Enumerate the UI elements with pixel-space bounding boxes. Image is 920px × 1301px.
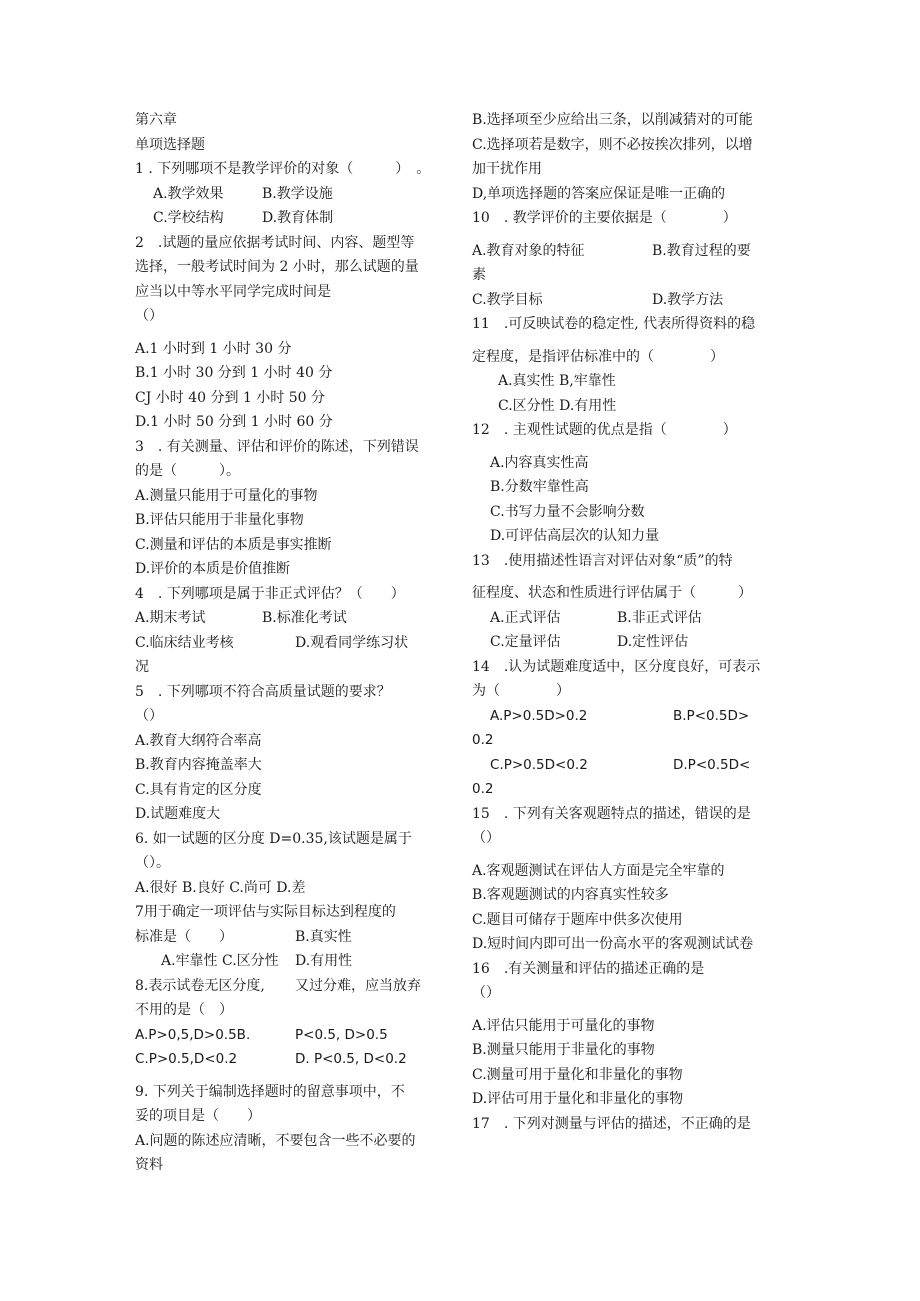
- option: CJ 小时 40 分到 1 小时 50 分: [135, 389, 326, 406]
- option: D.可评估高层次的认知力量: [490, 528, 660, 544]
- question-14-options-row2: [472, 753, 790, 778]
- option: B.客观题测试的内容真实性较多: [472, 887, 669, 903]
- question-14-options-row1: [472, 704, 790, 729]
- question-6-line: （）。: [135, 855, 170, 871]
- question-7-row2: [135, 925, 447, 950]
- question-13-line: 13 .使用描述性语言对评估对象“质”的特: [472, 552, 733, 569]
- option: D,单项选择题的答案应保证是唯一正确的: [472, 185, 726, 202]
- option: D.教学方法: [652, 291, 724, 308]
- question-16-line: （）: [472, 985, 500, 1001]
- question-2-line: 2 .试题的量应依据考试时间、内容、题型等: [135, 234, 415, 251]
- option-continuation: 况: [135, 659, 149, 675]
- question-9-line: 妥的项目是（ ）: [135, 1108, 261, 1124]
- option: C.题目可储存于题库中供多次使用: [472, 911, 683, 928]
- question-3-line: 3 . 有关测量、评估和评价的陈述，下列错误: [135, 438, 419, 455]
- option: B.教学设施: [262, 185, 333, 202]
- option-continuation: 0.2: [472, 781, 494, 797]
- option: D.短时间内即可出一份高水平的客观测试试卷: [472, 936, 754, 952]
- option: C.测量和评估的本质是事实推断: [135, 536, 332, 553]
- option: A.正式评估: [490, 609, 561, 626]
- option: B.测量只能用于非量化的事物: [472, 1042, 655, 1058]
- option: B.评估只能用于非量化事物: [135, 512, 304, 528]
- question-17: 17 . 下列对测量与评估的描述，不正确的是: [472, 1115, 751, 1132]
- option: D.1 小时 50 分到 1 小时 60 分: [135, 414, 333, 430]
- option: D. P<0.5, D<0.2: [295, 1051, 407, 1067]
- question-11-line: 定程度，是指评估标准中的（ ）: [472, 348, 724, 365]
- option: D.P<0.5D<: [673, 756, 751, 773]
- question-7-line: 标准是（ ）: [135, 928, 233, 945]
- option-continuation: 资料: [135, 1157, 163, 1173]
- option: C.书写力量不会影响分数: [490, 503, 645, 520]
- option: A.期末考试: [135, 610, 206, 626]
- question-16-line: 16 .有关测量和评估的描述正确的是: [472, 960, 705, 977]
- option: B.选择项至少应给出三条，以削减猜对的可能: [472, 112, 753, 128]
- question-13-options-row1: [472, 606, 790, 631]
- question-2-line: （）: [135, 308, 163, 324]
- question-14-line: 14 .认为试题难度适中，区分度良好，可表示: [472, 658, 761, 675]
- option: B.标准化考试: [262, 610, 347, 626]
- question-10: 10 . 教学评价的主要依据是（ ）: [472, 210, 737, 226]
- option: B.教育过程的要: [652, 242, 751, 259]
- option: D.评估可用于量化和非量化的事物: [472, 1091, 684, 1107]
- option: B.分数牢靠性高: [490, 479, 589, 495]
- option: D.有用性: [295, 953, 353, 969]
- option: C.学校结构: [153, 210, 224, 226]
- option: A.1 小时到 1 小时 30 分: [135, 340, 292, 357]
- option: C.具有肯定的区分度: [135, 781, 262, 798]
- option: B.真实性: [295, 928, 352, 945]
- right-column: [472, 108, 790, 1136]
- question-12: 12 . 主观性试题的优点是指（ ）: [472, 422, 737, 438]
- options: A.很好 B.良好 C.尚可 D.差: [135, 879, 306, 896]
- option: C.教学目标: [472, 291, 543, 308]
- option-continuation: 素: [472, 267, 486, 283]
- option: D.定性评估: [617, 634, 689, 650]
- question-2-line: 选择，一般考试时间为 2 小时，那么试题的量: [135, 259, 419, 275]
- question-10-options-row1: [472, 239, 790, 264]
- option: A.教育对象的特征: [472, 242, 585, 259]
- question-2-line: 应当以中等水平同学完成时间是: [135, 283, 331, 300]
- option: A.问题的陈述应清晰，不要包含一些不必要的: [135, 1132, 416, 1149]
- question-4-options-row2: [135, 631, 447, 656]
- option: C.P>0.5,D<0.2: [135, 1051, 238, 1067]
- option-continuation: 加干扰作用: [472, 161, 542, 177]
- question-5-line: 5 . 下列哪项不符合高质量试题的要求？: [135, 683, 391, 700]
- option: A.客观题测试在评估人方面是完全牢靠的: [472, 862, 725, 879]
- option: C.选择项若是数字，则不必按挨次排列，以增: [472, 136, 753, 153]
- question-8-options-row1: [135, 1023, 447, 1048]
- option: A.内容真实性高: [490, 454, 589, 471]
- question-8-line: 又过分难，应当放弃: [295, 977, 421, 994]
- question-4-options-row1: [135, 606, 447, 631]
- option: C.测量可用于量化和非量化的事物: [472, 1066, 683, 1083]
- options: A.真实性 B,牢靠性: [498, 373, 616, 389]
- option: D.试题难度大: [135, 806, 221, 822]
- option: B.非正式评估: [617, 609, 702, 626]
- option: D.观看同学练习状: [295, 634, 409, 651]
- question-6-line: 6. 如一试题的区分度 D=0.35,该试题是属于: [135, 830, 412, 847]
- question-13-line: 征程度、状态和性质进行评估属于（ ）: [472, 585, 752, 601]
- question-1-options-row1: [135, 182, 447, 207]
- question-11-line: 11 .可反映试卷的稳定性, 代表所得资料的稳: [472, 316, 756, 332]
- left-column: [135, 108, 447, 1178]
- chapter-title: 第六章: [135, 112, 177, 128]
- question-8-line: 不用的是（ ）: [135, 1002, 233, 1018]
- question-7-row3: [135, 949, 447, 974]
- option: A.测量只能用于可量化的事物: [135, 487, 318, 504]
- question-15-line: （）: [472, 830, 500, 846]
- question-1-options-row2: [135, 206, 447, 231]
- option: B.1 小时 30 分到 1 小时 40 分: [135, 365, 333, 381]
- question-9-line: 9. 下列关于编制选择题时的留意事项中，不: [135, 1083, 405, 1100]
- question-3-line: 的是（ ）。: [135, 463, 240, 479]
- question-14-line: 为（ ）: [472, 683, 570, 699]
- option: B.P<0.5D>: [673, 707, 750, 724]
- options: C.区分性 D.有用性: [498, 397, 617, 414]
- section-title: 单项选择题: [135, 136, 205, 153]
- option-continuation: 0.2: [472, 732, 494, 748]
- option: C.P>0.5D<0.2: [490, 756, 588, 773]
- question-8-line: 8.表示试卷无区分度,: [135, 977, 265, 994]
- option: A.牢靠性 C.区分性: [161, 953, 279, 969]
- option: D.教育体制: [262, 210, 334, 226]
- option: C.临床结业考核: [135, 634, 234, 651]
- option: C.定量评估: [490, 634, 561, 650]
- question-1: 1 . 下列哪项不是教学评价的对象（ ） 。: [135, 161, 431, 177]
- question-4: 4 . 下列哪项是属于非正式评估？（ ）: [135, 585, 405, 602]
- question-8-options-row2: [135, 1047, 447, 1072]
- option: A.评估只能用于可量化的事物: [472, 1017, 655, 1034]
- option: P<0.5, D>0.5: [295, 1026, 388, 1043]
- question-8-row1: [135, 974, 447, 999]
- question-7-line: 7用于确定一项评估与实际目标达到程度的: [135, 904, 396, 920]
- option: A.教育大纲符合率高: [135, 732, 262, 749]
- question-15-line: 15 . 下列有关客观题特点的描述，错误的是: [472, 805, 751, 822]
- option: D.评价的本质是价值推断: [135, 561, 291, 577]
- option: A.教学效果: [153, 185, 224, 202]
- question-13-options-row2: [472, 630, 790, 655]
- option: B.教育内容掩盖率大: [135, 757, 262, 773]
- option: A.P>0,5,D>0.5B.: [135, 1026, 251, 1043]
- question-10-options-row2: [472, 288, 790, 313]
- option: A.P>0.5D>0.2: [490, 707, 588, 724]
- question-5-line: （）: [135, 708, 163, 724]
